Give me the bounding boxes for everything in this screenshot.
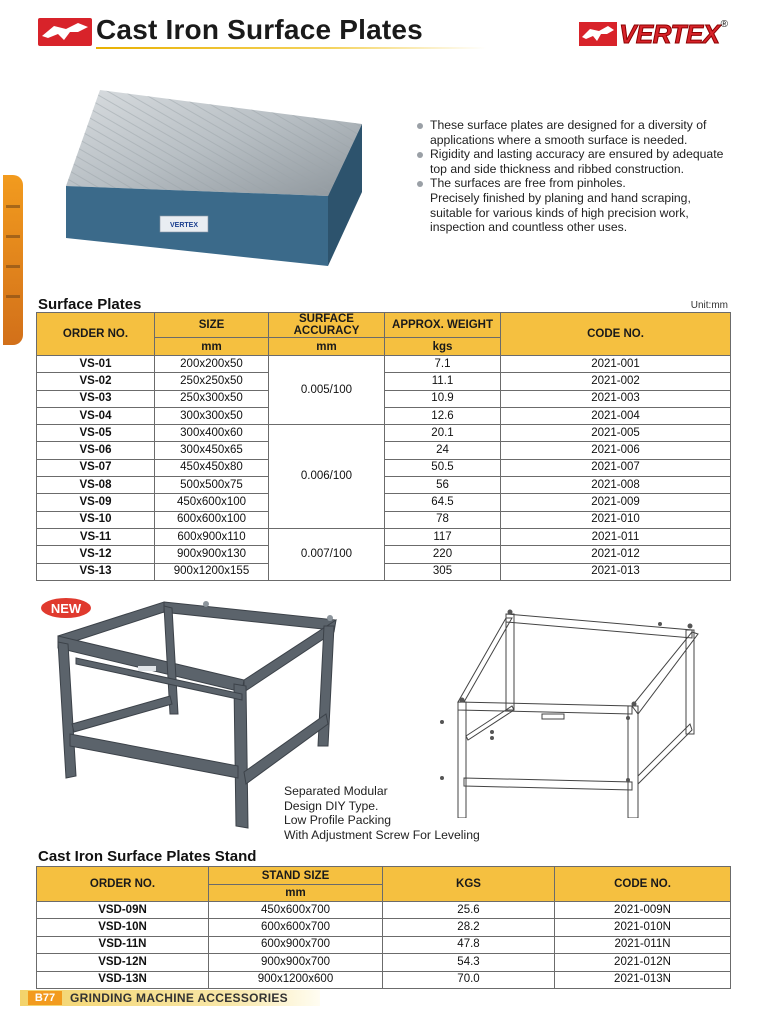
order-cell: VS-09 — [37, 494, 155, 511]
size-cell: 300x400x60 — [155, 425, 269, 442]
kgs-cell: 54.3 — [383, 954, 555, 971]
code-cell: 2021-013 — [501, 563, 731, 580]
order-cell: VS-01 — [37, 356, 155, 373]
weight-cell: 24 — [385, 442, 501, 459]
order-cell: VS-06 — [37, 442, 155, 459]
section-side-tab — [3, 175, 23, 345]
surface-plates-table — [36, 312, 731, 581]
tab-stripe — [6, 295, 20, 298]
order-cell: VS-02 — [37, 373, 155, 390]
weight-cell: 50.5 — [385, 459, 501, 476]
tab-stripe — [6, 205, 20, 208]
size-cell: 250x300x50 — [155, 390, 269, 407]
page-title: Cast Iron Surface Plates — [96, 14, 423, 45]
stand-section-title: Cast Iron Surface Plates Stand — [38, 848, 257, 865]
size-cell: 600x900x700 — [209, 936, 383, 953]
accuracy-cell: 0.006/100 — [269, 425, 385, 529]
new-badge — [38, 595, 94, 621]
page-header — [38, 14, 728, 50]
feature-item: Rigidity and lasting accuracy are ensured by adequate top and side thickness and ribbed construction. — [416, 147, 736, 176]
order-cell: VS-05 — [37, 425, 155, 442]
code-cell: 2021-013N — [555, 971, 731, 988]
size-cell: 900x900x130 — [155, 546, 269, 563]
stand-note: Low Profile Packing — [284, 813, 392, 828]
size-cell: 450x600x100 — [155, 494, 269, 511]
kgs-cell: 47.8 — [383, 936, 555, 953]
weight-cell: 10.9 — [385, 390, 501, 407]
code-cell: 2021-005 — [501, 425, 731, 442]
table-row — [37, 902, 731, 919]
accuracy-cell: 0.007/100 — [269, 528, 385, 580]
code-cell: 2021-010 — [501, 511, 731, 528]
order-cell: VSD-09N — [37, 902, 209, 919]
code-cell: 2021-012 — [501, 546, 731, 563]
order-cell: VS-13 — [37, 563, 155, 580]
order-cell: VS-11 — [37, 528, 155, 545]
size-cell: 600x600x700 — [209, 919, 383, 936]
header-code-no: CODE NO. — [555, 867, 731, 902]
order-cell: VS-03 — [37, 390, 155, 407]
feature-item: The surfaces are free from pinholes. — [416, 176, 736, 191]
table-row — [37, 425, 731, 442]
new-badge-text: NEW — [50, 601, 82, 616]
registered-mark: ® — [720, 18, 728, 30]
code-cell: 2021-001 — [501, 356, 731, 373]
header-approx-weight: APPROX. WEIGHT — [385, 313, 501, 338]
size-cell: 900x900x700 — [209, 954, 383, 971]
order-cell: VS-12 — [37, 546, 155, 563]
size-cell: 300x300x50 — [155, 407, 269, 424]
size-cell: 600x600x100 — [155, 511, 269, 528]
stand-label — [138, 666, 156, 671]
order-cell: VS-08 — [37, 477, 155, 494]
surface-plates-title: Surface Plates — [38, 296, 142, 313]
size-cell: 500x500x75 — [155, 477, 269, 494]
order-cell: VS-07 — [37, 459, 155, 476]
stand-note: Separated Modular — [284, 784, 388, 798]
weight-cell: 7.1 — [385, 356, 501, 373]
code-cell: 2021-009N — [555, 902, 731, 919]
order-cell: VSD-12N — [37, 954, 209, 971]
order-cell: VSD-11N — [37, 936, 209, 953]
code-cell: 2021-006 — [501, 442, 731, 459]
code-cell: 2021-010N — [555, 919, 731, 936]
footer-section-title: GRINDING MACHINE ACCESSORIES — [70, 991, 288, 1005]
accuracy-cell: 0.005/100 — [269, 356, 385, 425]
page-number: B77 — [28, 991, 62, 1005]
header-size: SIZE — [155, 313, 269, 338]
table-row — [37, 356, 731, 373]
stand-table — [36, 866, 731, 989]
table-row — [37, 936, 731, 953]
header-code-no: CODE NO. — [501, 313, 731, 356]
brand-name: VERTEX — [619, 18, 720, 49]
header-weight-unit: kgs — [385, 338, 501, 356]
header-stand-size: STAND SIZE — [209, 867, 383, 885]
stand-note: Design DIY Type. — [284, 798, 379, 813]
code-cell: 2021-002 — [501, 373, 731, 390]
size-cell: 600x900x110 — [155, 528, 269, 545]
tab-stripe — [6, 235, 20, 238]
weight-cell: 305 — [385, 563, 501, 580]
weight-cell: 20.1 — [385, 425, 501, 442]
size-cell: 200x200x50 — [155, 356, 269, 373]
unit-label: Unit:mm — [690, 300, 728, 311]
surface-plate-image — [62, 88, 364, 270]
table-row — [37, 971, 731, 988]
table-row — [37, 919, 731, 936]
code-cell: 2021-012N — [555, 954, 731, 971]
header-stand-size-unit: mm — [209, 885, 383, 902]
brand-logo — [579, 20, 728, 48]
tab-stripe — [6, 265, 20, 268]
size-cell: 900x1200x155 — [155, 563, 269, 580]
size-cell: 250x250x50 — [155, 373, 269, 390]
code-cell: 2021-011 — [501, 528, 731, 545]
feature-list — [416, 118, 736, 235]
feature-item: These surface plates are designed for a diversity of applications where a smooth surface is needed. — [416, 118, 736, 147]
brand-eagle-icon — [579, 22, 617, 46]
code-cell: 2021-011N — [555, 936, 731, 953]
header-surface-accuracy: SURFACE ACCURACY — [269, 313, 385, 338]
header-order-no: ORDER NO. — [37, 313, 155, 356]
plate-brand-text: VERTEX — [169, 222, 199, 229]
weight-cell: 56 — [385, 477, 501, 494]
weight-cell: 11.1 — [385, 373, 501, 390]
vertex-eagle-logo-icon — [38, 18, 92, 46]
code-cell: 2021-008 — [501, 477, 731, 494]
weight-cell: 220 — [385, 546, 501, 563]
table-row — [37, 528, 731, 545]
kgs-cell: 70.0 — [383, 971, 555, 988]
weight-cell: 64.5 — [385, 494, 501, 511]
code-cell: 2021-003 — [501, 390, 731, 407]
order-cell: VS-10 — [37, 511, 155, 528]
weight-cell: 117 — [385, 528, 501, 545]
code-cell: 2021-009 — [501, 494, 731, 511]
size-cell: 900x1200x600 — [209, 971, 383, 988]
header-accuracy-unit: mm — [269, 338, 385, 356]
weight-cell: 78 — [385, 511, 501, 528]
size-cell: 300x450x65 — [155, 442, 269, 459]
table-row — [37, 954, 731, 971]
header-size-unit: mm — [155, 338, 269, 356]
stand-note: With Adjustment Screw For Leveling — [284, 827, 480, 842]
kgs-cell: 28.2 — [383, 919, 555, 936]
order-cell: VSD-10N — [37, 919, 209, 936]
header-order-no: ORDER NO. — [37, 867, 209, 902]
stand-notes — [284, 784, 480, 842]
code-cell: 2021-004 — [501, 407, 731, 424]
kgs-cell: 25.6 — [383, 902, 555, 919]
feature-item: Precisely finished by planing and hand scraping, suitable for various kinds of high precision work, inspection and countless other uses. — [430, 190, 691, 235]
size-cell: 450x450x80 — [155, 459, 269, 476]
header-kgs: KGS — [383, 867, 555, 902]
order-cell: VS-04 — [37, 407, 155, 424]
order-cell: VSD-13N — [37, 971, 209, 988]
size-cell: 450x600x700 — [209, 902, 383, 919]
code-cell: 2021-007 — [501, 459, 731, 476]
title-underline — [96, 47, 486, 49]
weight-cell: 12.6 — [385, 407, 501, 424]
